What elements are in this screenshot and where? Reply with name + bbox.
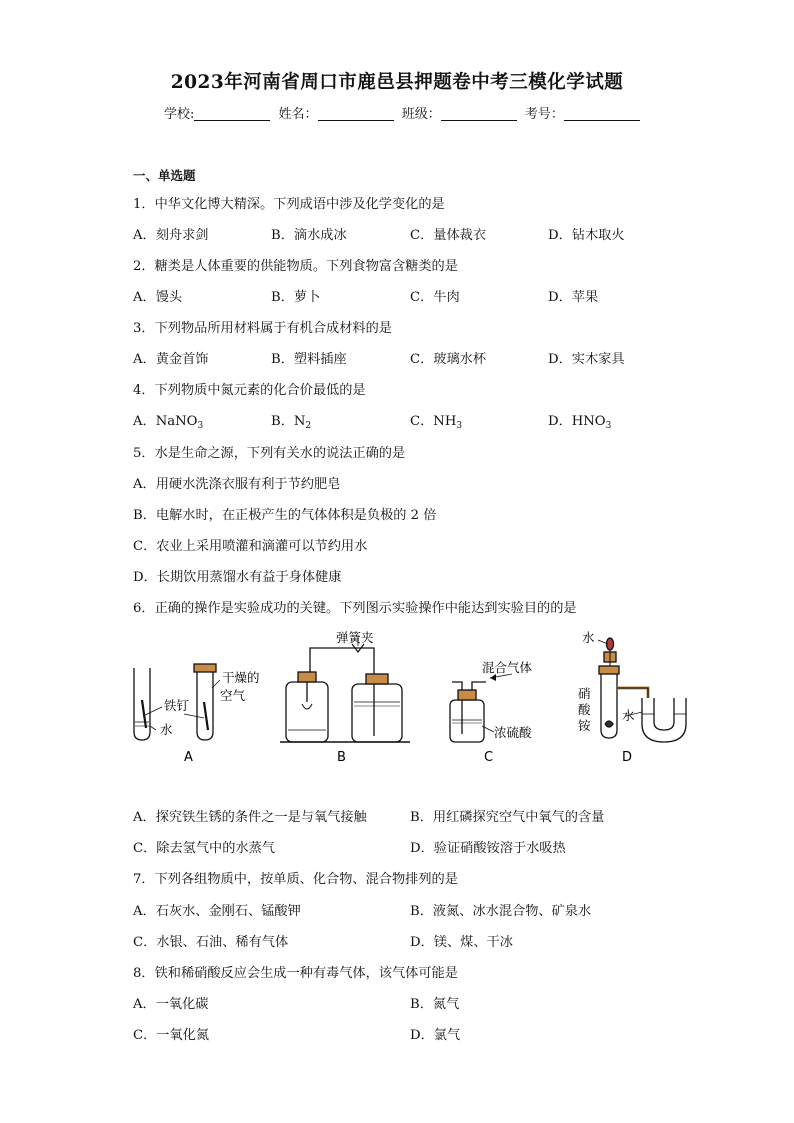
q6-option-d: D．验证硝酸铵溶于水吸热 (410, 841, 566, 856)
q1-stem: 1．中华文化博大精深。下列成语中涉及化学变化的是 (133, 197, 445, 212)
q4-d-text: D．HNO (548, 414, 606, 429)
fig-d-salt-label-2: 酸 (578, 702, 591, 717)
fig-b-label: B (337, 750, 346, 765)
q3-option-b: B．塑料插座 (271, 352, 347, 367)
q4-c-subscript: 3 (456, 421, 463, 431)
q3-option-a: A．黄金首饰 (133, 352, 209, 367)
q5-option-c: C．农业上采用喷灌和滴灌可以节约用水 (133, 539, 368, 554)
fig-a-iron-nail-1 (142, 700, 146, 728)
q3-option-d: D．实木家具 (548, 352, 625, 367)
fig-c-wash-bottle (450, 700, 484, 742)
q2-option-c: C．牛肉 (410, 290, 460, 305)
q3-option-c: C．玻璃水杯 (410, 352, 487, 367)
q4-option-b (271, 410, 311, 429)
q8-option-a: A．一氧化碳 (133, 997, 209, 1012)
fig-c-gas-label: 混合气体 (482, 660, 533, 675)
q4-c-text: C．NH (410, 414, 457, 429)
fig-a-iron-nail-2 (204, 702, 208, 730)
q2-stem: 2．糖类是人体重要的供能物质。下列食物富含糖类的是 (133, 259, 458, 274)
fig-d-label: D (622, 750, 633, 765)
q7-option-a: A．石灰水、金刚石、锰酸钾 (133, 904, 301, 919)
fig-a-iron-label: 铁钉 (164, 698, 190, 713)
q6-option-a: A．探究铁生锈的条件之一是与氧气接触 (133, 810, 367, 825)
section-title: 一、单选题 (133, 168, 196, 183)
fig-c-label: C (484, 750, 494, 765)
q8-stem: 8．铁和稀硝酸反应会生成一种有毒气体，该气体可能是 (133, 966, 458, 981)
student-info-row (164, 103, 644, 122)
q1-option-b: B．滴水成冰 (271, 228, 347, 243)
q8-option-d: D．氯气 (410, 1028, 461, 1043)
q4-option-c (410, 410, 462, 429)
q1-option-d: D．钻木取火 (548, 228, 625, 243)
q4-b-subscript: 2 (305, 421, 312, 431)
q4-a-text: A．NaNO (133, 414, 198, 429)
class-label: 班级： (401, 107, 441, 122)
fig-a-water-label: 水 (160, 722, 173, 737)
school-label: 学校: (164, 107, 195, 122)
q4-option-a (133, 410, 203, 429)
q6-apparatus-figure (120, 622, 700, 770)
fig-d-water-top-label: 水 (582, 630, 595, 645)
q8-option-b: B．氮气 (410, 997, 460, 1012)
q4-option-d (548, 410, 611, 429)
fig-d-water-label: 水 (622, 708, 635, 723)
page-title: 2023年河南省周口市鹿邑县押题卷中考三模化学试题 (170, 72, 624, 93)
q6-option-b: B．用红磷探究空气中氧气的含量 (410, 810, 605, 825)
fig-d-salt-label-1: 硝 (578, 686, 591, 701)
q5-option-b: B．电解水时，在正极产生的气体体积是负极的 2 倍 (133, 508, 437, 523)
q2-option-d: D．苹果 (548, 290, 599, 305)
name-label: 姓名： (278, 107, 318, 122)
q7-option-b: B．液氮、冰水混合物、矿泉水 (410, 904, 592, 919)
fig-a-label: A (184, 750, 193, 765)
q4-a-subscript: 3 (197, 421, 204, 431)
fig-b-connecting-tube (310, 648, 374, 676)
q5-stem: 5．水是生命之源，下列有关水的说法正确的是 (133, 446, 406, 461)
fig-d-salt-label-3: 铵 (578, 718, 591, 733)
q4-b-text: B．N (271, 414, 306, 429)
id-blank (564, 106, 640, 121)
class-blank (441, 106, 517, 121)
q1-option-a: A．刻舟求剑 (133, 228, 209, 243)
fig-b-clip-label: 弹簧夹 (336, 630, 374, 645)
q7-stem: 7．下列各组物质中，按单质、化合物、混合物排列的是 (133, 872, 458, 887)
q4-d-subscript: 3 (605, 421, 612, 431)
q6-option-c: C．除去氢气中的水蒸气 (133, 841, 275, 856)
q5-option-a: A．用硬水洗涤衣服有利于节约肥皂 (133, 477, 341, 492)
q7-option-c: C．水银、石油、稀有气体 (133, 935, 289, 950)
fig-a-dry-label-2: 空气 (220, 688, 246, 703)
fig-c-acid-label: 浓硫酸 (494, 725, 532, 740)
fig-b-right-bottle (352, 684, 402, 742)
fig-a-stopper (194, 664, 216, 672)
q6-stem: 6．正确的操作是实验成功的关键。下列图示实验操作中能达到实验目的的是 (133, 601, 577, 616)
fig-a-dry-label-1: 干燥的 (222, 670, 260, 685)
id-label: 考号： (524, 107, 564, 122)
school-blank (194, 106, 270, 121)
q2-option-b: B．萝卜 (271, 290, 321, 305)
q4-stem: 4．下列物质中氮元素的化合价最低的是 (133, 383, 366, 398)
q7-option-d: D．镁、煤、干冰 (410, 935, 513, 950)
q8-option-c: C．一氧化氮 (133, 1028, 210, 1043)
q5-option-d: D．长期饮用蒸馏水有益于身体健康 (133, 570, 342, 585)
q3-stem: 3．下列物品所用材料属于有机合成材料的是 (133, 321, 392, 336)
fig-d-u-tube (642, 698, 686, 742)
q2-option-a: A．馒头 (133, 290, 183, 305)
q1-option-c: C．量体裁衣 (410, 228, 487, 243)
name-blank (318, 106, 394, 121)
